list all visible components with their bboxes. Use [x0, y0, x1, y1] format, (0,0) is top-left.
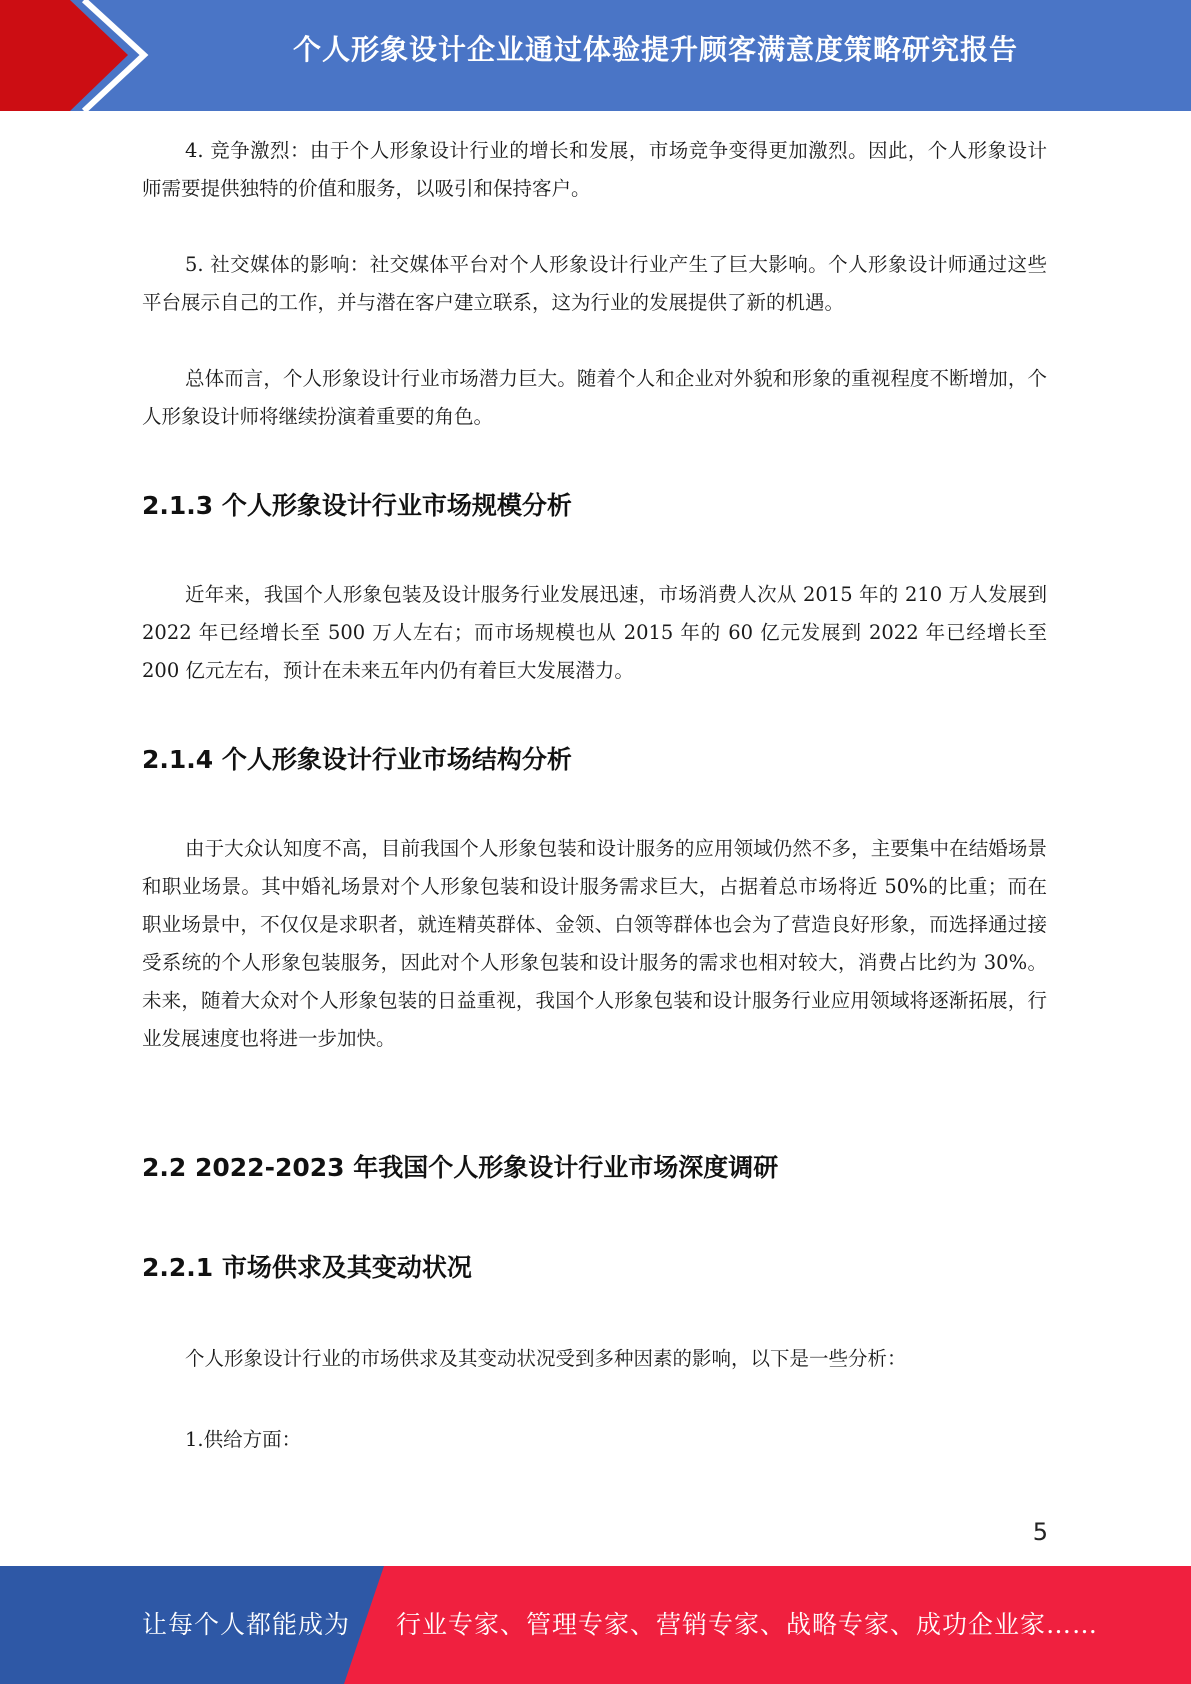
- footer-slogan-left: 让每个人都能成为: [142, 1610, 351, 1639]
- page-header: [0, 0, 1191, 111]
- paragraph-supply-demand-intro: 个人形象设计行业的市场供求及其变动状况受到多种因素的影响，以下是一些分析：: [185, 1347, 907, 1370]
- paragraph-summary: 总体而言，个人形象设计行业市场潜力巨大。随着个人和企业对外貌和形象的重视程度不断增加，个人形象设计师将继续扮演着重要的角色。: [142, 367, 1047, 428]
- paragraph-market-size: 近年来，我国个人形象包装及设计服务行业发展迅速，市场消费人次从 2015 年的 210 万人发展到 2022 年已经增长至 500 万人左右；而市场规模也从 2015 年的 60 亿元发展到 2022 年已经增长至 200 亿元左右，预计在未来五年内仍有着巨大发展潜力。: [142, 583, 1047, 682]
- page-footer: [0, 1566, 1191, 1684]
- paragraph-market-structure: 由于大众认知度不高，目前我国个人形象包装和设计服务的应用领域仍然不多，主要集中在结婚场景和职业场景。其中婚礼场景对个人形象包装和设计服务需求巨大，占据着总市场将近 50%的比重；而在职业场景中，不仅仅是求职者，就连精英群体、金领、白领等群体也会为了营造良好形象，而选择通过接受系统的个人形象包装服务，因此对个人形象包装和设计服务的需求也相对较大，消费占比约为 30%。未来，随着大众对个人形象包装的日益重视，我国个人形象包装和设计服务行业应用领域将逐渐拓展，行业发展速度也将进一步加快。: [142, 837, 1047, 1050]
- header-chevron-icon: [0, 0, 160, 111]
- list-item-supply: 1.供给方面：: [185, 1428, 302, 1451]
- page-number: 5: [1032, 1518, 1048, 1546]
- paragraph-social-media: 5. 社交媒体的影响：社交媒体平台对个人形象设计行业产生了巨大影响。个人形象设计师通过这些平台展示自己的工作，并与潜在客户建立联系，这为行业的发展提供了新的机遇。: [142, 253, 1047, 314]
- footer-slogan-right: 行业专家、管理专家、营销专家、战略专家、成功企业家……: [396, 1610, 1099, 1639]
- header-title: 个人形象设计企业通过体验提升顾客满意度策略研究报告: [292, 33, 1018, 66]
- paragraph-competition: 4. 竞争激烈：由于个人形象设计行业的增长和发展，市场竞争变得更加激烈。因此，个人形象设计师需要提供独特的价值和服务，以吸引和保持客户。: [142, 139, 1047, 200]
- section-heading-market-research: 2.2 2022-2023 年我国个人形象设计行业市场深度调研: [142, 1153, 779, 1182]
- section-heading-market-structure: 2.1.4 个人形象设计行业市场结构分析: [142, 745, 572, 774]
- section-heading-supply-demand: 2.2.1 市场供求及其变动状况: [142, 1253, 472, 1282]
- section-heading-market-size: 2.1.3 个人形象设计行业市场规模分析: [142, 491, 572, 520]
